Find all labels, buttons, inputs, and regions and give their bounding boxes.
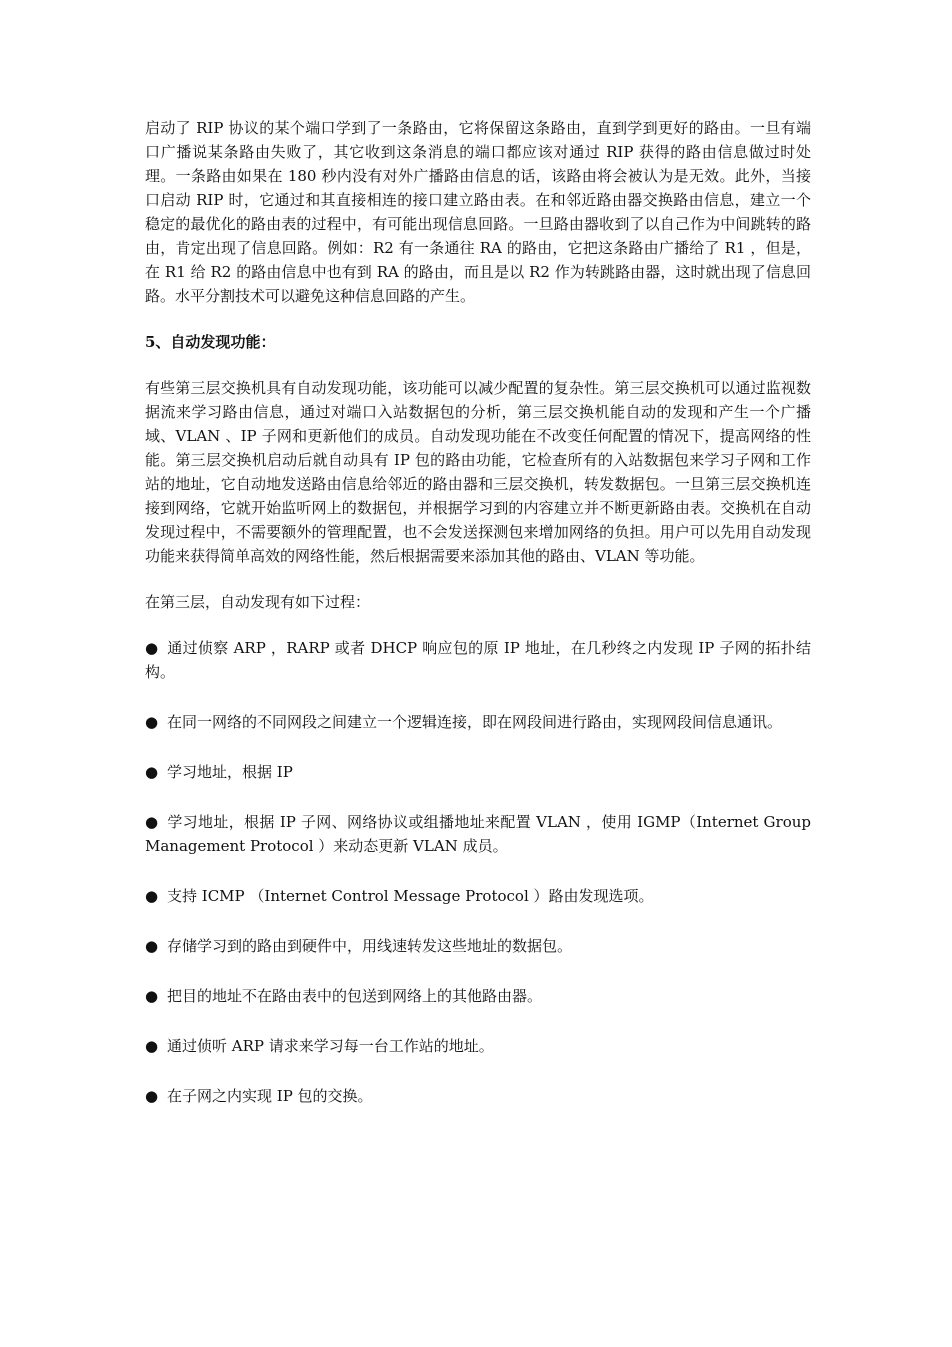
bullet-icon: ● — [145, 639, 159, 657]
process-list — [145, 636, 811, 1108]
list-item — [145, 810, 811, 858]
bullet-icon: ● — [145, 937, 159, 955]
list-item — [145, 1084, 811, 1108]
list-item-text: 支持 ICMP （Internet Control Message Protocol ）路由发现选项。 — [167, 887, 654, 905]
process-intro: 在第三层，自动发现有如下过程： — [145, 593, 371, 611]
list-item-text: 在子网之内实现 IP 包的交换。 — [167, 1087, 373, 1105]
list-item — [145, 884, 811, 908]
list-item — [145, 636, 811, 684]
list-item — [145, 760, 811, 784]
bullet-icon: ● — [145, 813, 159, 831]
rip-paragraph: 启动了 RIP 协议的某个端口学到了一条路由，它将保留这条路由，直到学到更好的路由。一旦有端口广播说某条路由失败了，其它收到这条消息的端口都应该对通过 RIP 获得的路由信息做过时处理。一条路由如果在 180 秒内没有对外广播路由信息的话，该路由将会被认为是无效。此外，当接口启动 RIP 时，它通过和其直接相连的接口建立路由表。在和邻近路由器交换路由信息，建立一个稳定的最优化的路由表的过程中，有可能出现信息回路。一旦路由器收到了以自己作为中间跳转的路由，肯定出现了信息回路。例如：R2 有一条通往 RA 的路由，它把这条路由广播给了 R1 ，但是，在 R1 给 R2 的路由信息中也有到 RA 的路由，而且是以 R2 作为转跳路由器，这时就出现了信息回路。水平分割技术可以避免这种信息回路的产生。 — [145, 119, 811, 305]
list-item-text: 通过侦听 ARP 请求来学习每一台工作站的地址。 — [167, 1037, 494, 1055]
list-item-text: 学习地址，根据 IP 子网、网络协议或组播地址来配置 VLAN ，使用 IGMP（Internet Group Management Protocol ）来动态更新 VLAN 成员。 — [145, 813, 811, 855]
bullet-icon: ● — [145, 1037, 159, 1055]
document-page — [145, 116, 811, 1134]
list-item-text: 在同一网络的不同网段之间建立一个逻辑连接，即在网段间进行路由，实现网段间信息通讯。 — [167, 713, 783, 731]
bullet-icon: ● — [145, 763, 159, 781]
list-item — [145, 934, 811, 958]
auto-discovery-paragraph: 有些第三层交换机具有自动发现功能，该功能可以减少配置的复杂性。第三层交换机可以通过监视数据流来学习路由信息，通过对端口入站数据包的分析，第三层交换机能自动的发现和产生一个广播域、VLAN 、IP 子网和更新他们的成员。自动发现功能在不改变任何配置的情况下，提高网络的性能。第三层交换机启动后就自动具有 IP 包的路由功能，它检查所有的入站数据包来学习子网和工作站的地址，它自动地发送路由信息给邻近的路由器和三层交换机，转发数据包。一旦第三层交换机连接到网络，它就开始监听网上的数据包，并根据学习到的内容建立并不断更新路由表。交换机在自动发现过程中，不需要额外的管理配置，也不会发送探测包来增加网络的负担。用户可以先用自动发现功能来获得简单高效的网络性能，然后根据需要来添加其他的路由、VLAN 等功能。 — [145, 379, 811, 565]
list-item-text: 学习地址，根据 IP — [167, 763, 293, 781]
section-heading: 5、自动发现功能： — [145, 333, 276, 351]
list-item-text: 通过侦察 ARP ，RARP 或者 DHCP 响应包的原 IP 地址，在几秒终之内发现 IP 子网的拓扑结构。 — [145, 639, 811, 681]
list-item — [145, 710, 811, 734]
list-item — [145, 984, 811, 1008]
list-item-text: 存储学习到的路由到硬件中，用线速转发这些地址的数据包。 — [167, 937, 573, 955]
bullet-icon: ● — [145, 987, 159, 1005]
bullet-icon: ● — [145, 887, 159, 905]
bullet-icon: ● — [145, 1087, 159, 1105]
list-item — [145, 1034, 811, 1058]
bullet-icon: ● — [145, 713, 159, 731]
list-item-text: 把目的地址不在路由表中的包送到网络上的其他路由器。 — [167, 987, 543, 1005]
